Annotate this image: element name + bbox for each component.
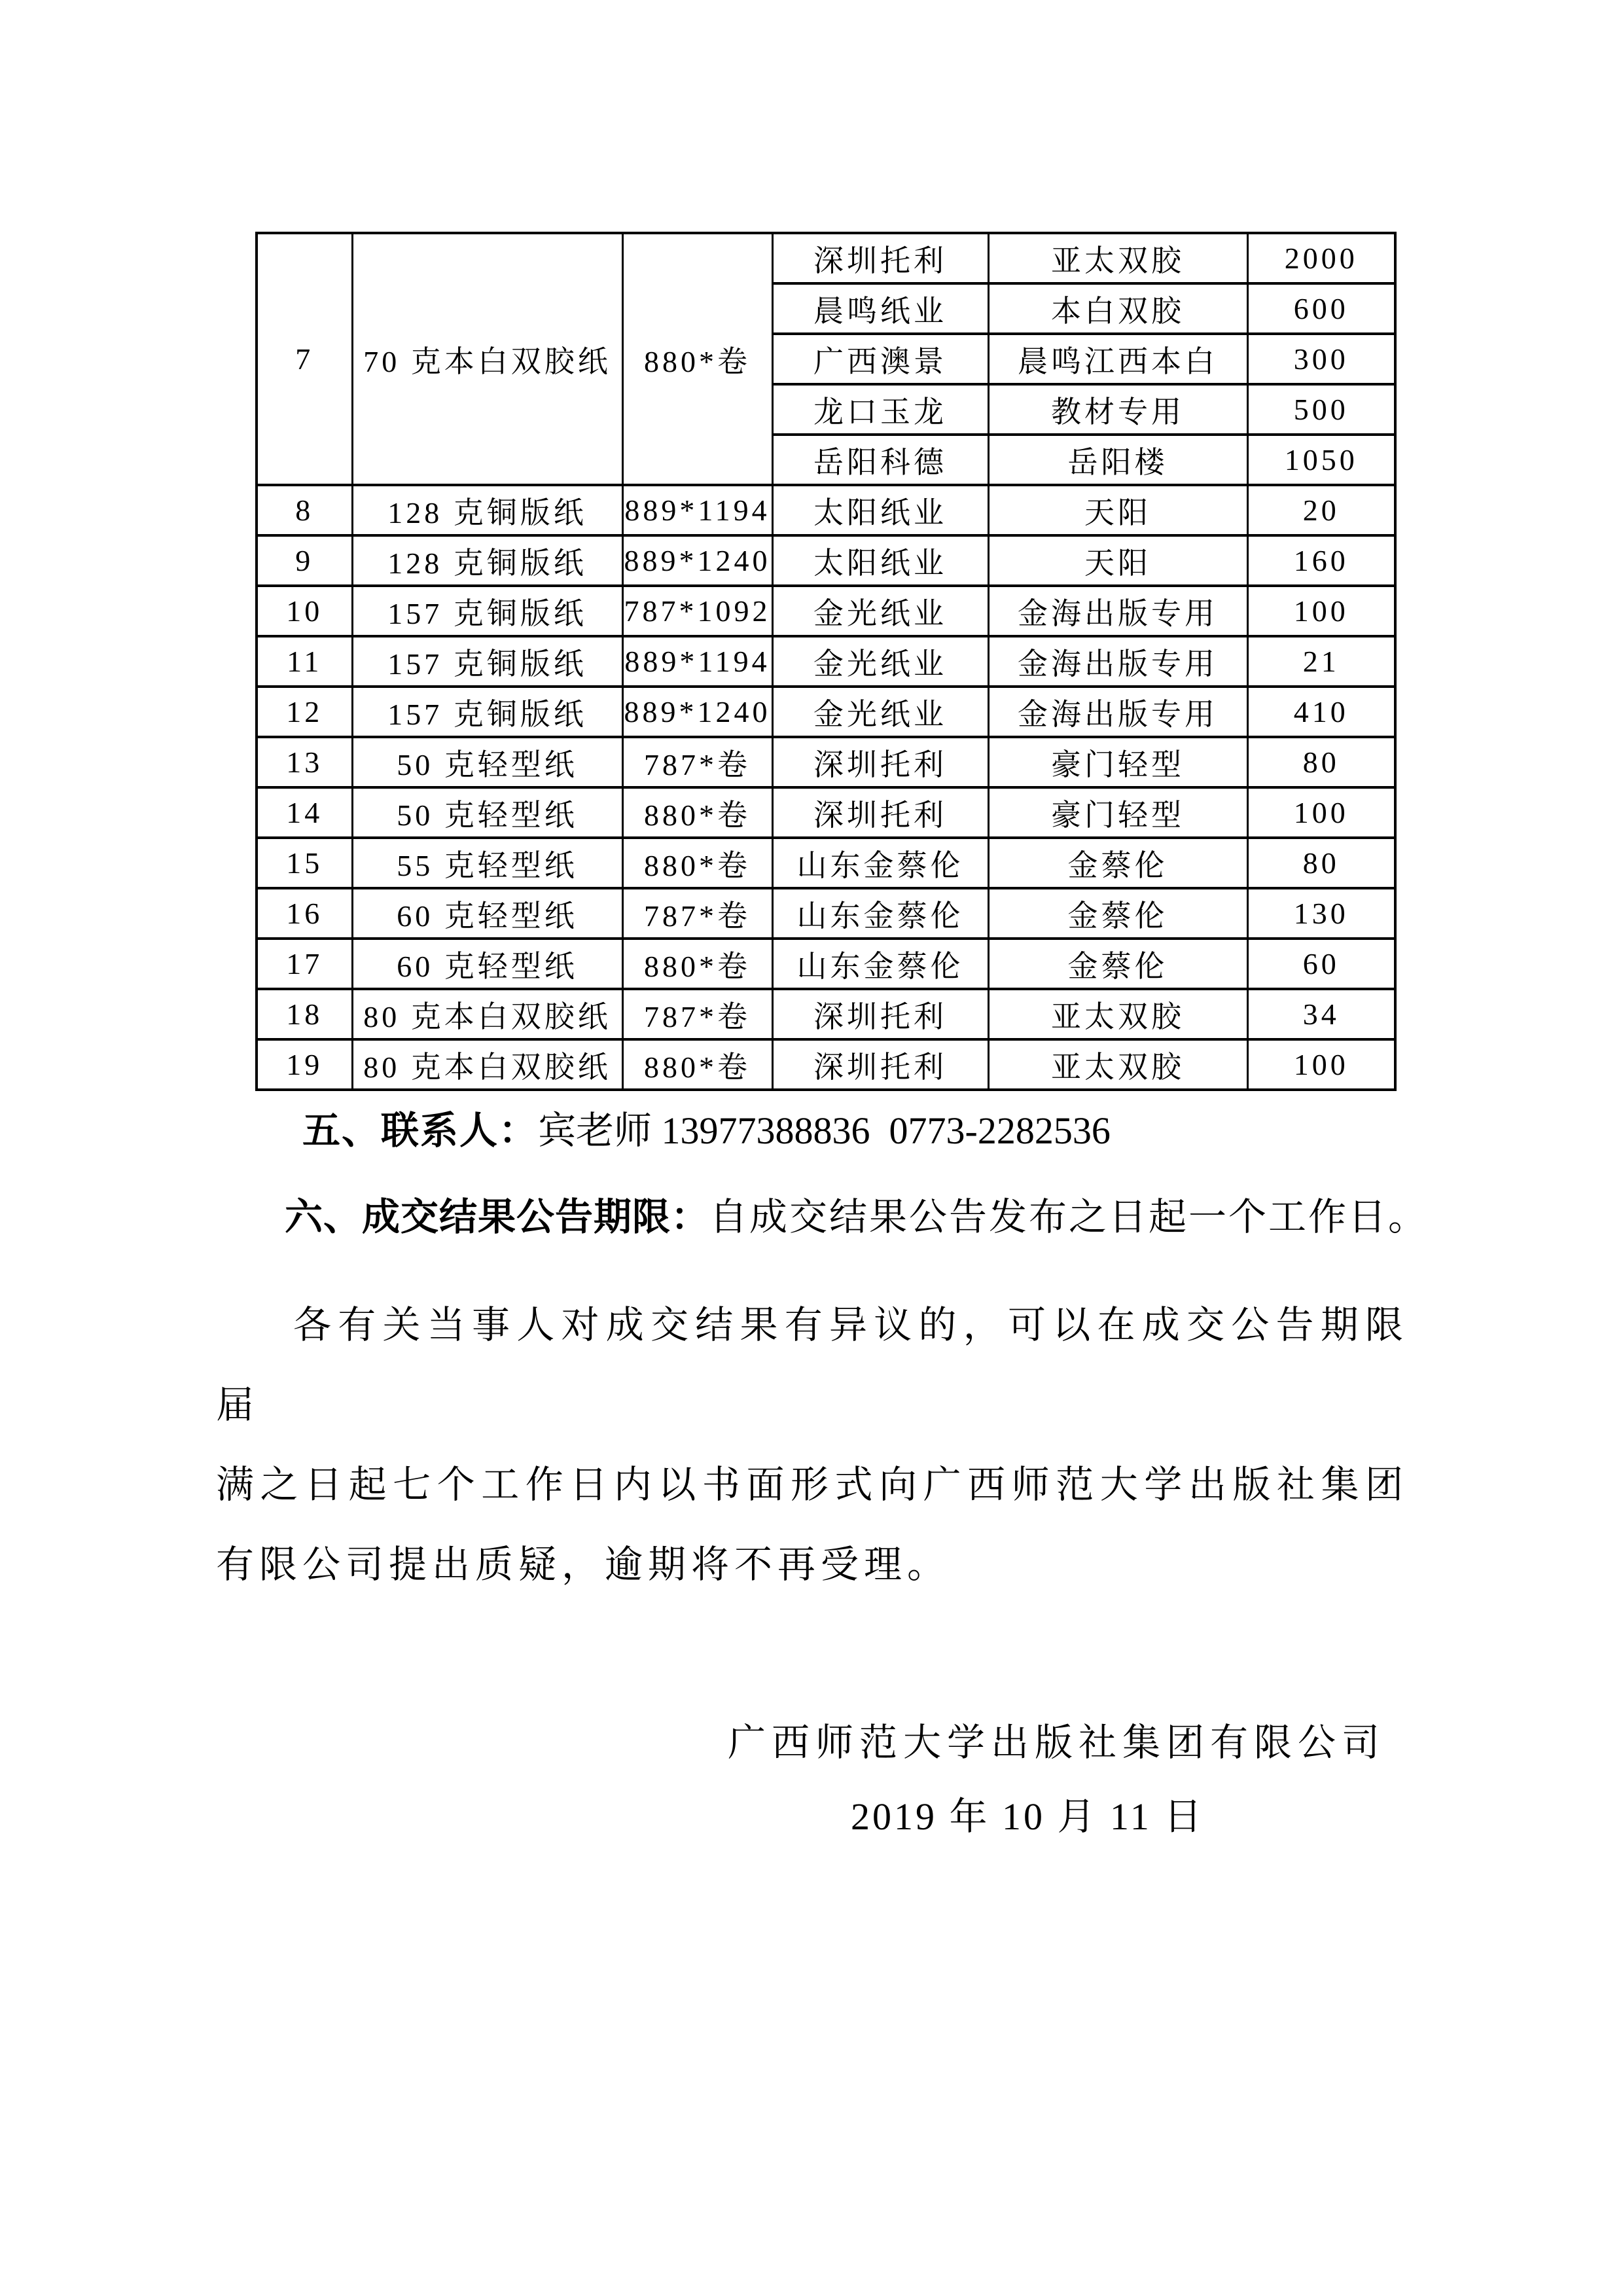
table-cell: 太阳纸业 xyxy=(772,485,988,535)
table-row xyxy=(257,535,1395,586)
table-cell: 14 xyxy=(257,787,352,838)
table-cell: 7 xyxy=(257,233,352,485)
table-cell: 晨鸣江西本白 xyxy=(988,334,1247,384)
table-cell: 深圳托利 xyxy=(772,989,988,1039)
table-cell: 山东金蔡伦 xyxy=(772,939,988,989)
table-row xyxy=(257,687,1395,737)
table-cell: 亚太双胶 xyxy=(988,1039,1247,1090)
table-row xyxy=(257,1039,1395,1090)
table-cell: 金海出版专用 xyxy=(988,586,1247,636)
table-cell: 豪门轻型 xyxy=(988,787,1247,838)
table-cell: 100 xyxy=(1247,787,1395,838)
table-cell: 157 克铜版纸 xyxy=(352,586,622,636)
contact-line xyxy=(302,1105,1454,1157)
table-cell: 9 xyxy=(257,535,352,586)
table-cell: 天阳 xyxy=(988,485,1247,535)
table-cell: 160 xyxy=(1247,535,1395,586)
table-cell: 20 xyxy=(1247,485,1395,535)
table-cell: 50 克轻型纸 xyxy=(352,737,622,787)
table-cell: 80 xyxy=(1247,737,1395,787)
table-cell: 1050 xyxy=(1247,435,1395,485)
table-cell: 金蔡伦 xyxy=(988,888,1247,939)
objection-paragraph xyxy=(216,1285,1408,1605)
table-cell: 80 克本白双胶纸 xyxy=(352,989,622,1039)
table-cell: 金光纸业 xyxy=(772,687,988,737)
table-row xyxy=(257,888,1395,939)
table-row xyxy=(257,485,1395,535)
deadline-line xyxy=(285,1188,1476,1247)
contact-label: 五、联系人： xyxy=(302,1109,539,1152)
table-cell: 889*1194 xyxy=(622,636,772,687)
table-cell: 天阳 xyxy=(988,535,1247,586)
table-cell: 19 xyxy=(257,1039,352,1090)
results-table-body xyxy=(257,233,1395,1090)
table-cell: 128 克铜版纸 xyxy=(352,535,622,586)
table-cell: 300 xyxy=(1247,334,1395,384)
deadline-label: 六、成交结果公告期限： xyxy=(285,1196,710,1238)
table-row xyxy=(257,989,1395,1039)
table-cell: 岳阳楼 xyxy=(988,435,1247,485)
table-cell: 18 xyxy=(257,989,352,1039)
table-cell: 100 xyxy=(1247,586,1395,636)
table-cell: 亚太双胶 xyxy=(988,233,1247,283)
table-cell: 岳阳科德 xyxy=(772,435,988,485)
table-row xyxy=(257,939,1395,989)
table-cell: 128 克铜版纸 xyxy=(352,485,622,535)
table-cell: 600 xyxy=(1247,283,1395,334)
table-cell: 787*卷 xyxy=(622,989,772,1039)
paragraph-line: 各有关当事人对成交结果有异议的，可以在成交公告期限届 xyxy=(216,1304,1408,1426)
table-cell: 889*1240 xyxy=(622,687,772,737)
table-cell: 787*1092 xyxy=(622,586,772,636)
table-cell: 80 xyxy=(1247,838,1395,888)
table-cell: 157 克铜版纸 xyxy=(352,636,622,687)
table-cell: 金光纸业 xyxy=(772,586,988,636)
table-row xyxy=(257,636,1395,687)
table-cell: 880*卷 xyxy=(622,939,772,989)
table-cell: 21 xyxy=(1247,636,1395,687)
table-cell: 金蔡伦 xyxy=(988,939,1247,989)
table-cell: 787*卷 xyxy=(622,737,772,787)
contact-value: 宾老师 13977388836 0773-2282536 xyxy=(538,1109,1111,1152)
deadline-value: 自成交结果公告发布之日起一个工作日。 xyxy=(709,1196,1429,1238)
table-row xyxy=(257,233,1395,283)
table-cell: 金海出版专用 xyxy=(988,687,1247,737)
table-cell: 60 xyxy=(1247,939,1395,989)
table-cell: 410 xyxy=(1247,687,1395,737)
table-cell: 龙口玉龙 xyxy=(772,384,988,435)
table-cell: 889*1240 xyxy=(622,535,772,586)
signature-company: 广西师范大学出版社集团有限公司 xyxy=(728,1721,1386,1764)
table-cell: 山东金蔡伦 xyxy=(772,888,988,939)
table-cell: 70 克本白双胶纸 xyxy=(352,233,622,485)
table-cell: 100 xyxy=(1247,1039,1395,1090)
table-cell: 16 xyxy=(257,888,352,939)
table-cell: 889*1194 xyxy=(622,485,772,535)
table-cell: 金海出版专用 xyxy=(988,636,1247,687)
table-cell: 880*卷 xyxy=(622,233,772,485)
table-cell: 10 xyxy=(257,586,352,636)
table-cell: 880*卷 xyxy=(622,1039,772,1090)
table-cell: 130 xyxy=(1247,888,1395,939)
table-cell: 60 克轻型纸 xyxy=(352,939,622,989)
table-cell: 深圳托利 xyxy=(772,737,988,787)
table-cell: 17 xyxy=(257,939,352,989)
table-cell: 8 xyxy=(257,485,352,535)
table-row xyxy=(257,838,1395,888)
table-cell: 80 克本白双胶纸 xyxy=(352,1039,622,1090)
table-cell: 本白双胶 xyxy=(988,283,1247,334)
table-cell: 11 xyxy=(257,636,352,687)
table-cell: 深圳托利 xyxy=(772,1039,988,1090)
table-cell: 55 克轻型纸 xyxy=(352,838,622,888)
table-cell: 金光纸业 xyxy=(772,636,988,687)
table-cell: 12 xyxy=(257,687,352,737)
signature-date: 2019 年 10 月 11 日 xyxy=(851,1795,1205,1838)
table-cell: 山东金蔡伦 xyxy=(772,838,988,888)
procurement-results-table xyxy=(255,232,1397,1091)
table-cell: 787*卷 xyxy=(622,888,772,939)
table-cell: 157 克铜版纸 xyxy=(352,687,622,737)
table-cell: 50 克轻型纸 xyxy=(352,787,622,838)
table-cell: 金蔡伦 xyxy=(988,838,1247,888)
table-cell: 500 xyxy=(1247,384,1395,435)
table-cell: 60 克轻型纸 xyxy=(352,888,622,939)
table-cell: 880*卷 xyxy=(622,838,772,888)
table-cell: 34 xyxy=(1247,989,1395,1039)
table-cell: 深圳托利 xyxy=(772,787,988,838)
table-cell: 晨鸣纸业 xyxy=(772,283,988,334)
table-row xyxy=(257,586,1395,636)
table-cell: 太阳纸业 xyxy=(772,535,988,586)
table-row xyxy=(257,787,1395,838)
table-cell: 广西澳景 xyxy=(772,334,988,384)
table-cell: 15 xyxy=(257,838,352,888)
paragraph-line: 满之日起七个工作日内以书面形式向广西师范大学出版社集团 xyxy=(216,1463,1408,1506)
table-cell: 深圳托利 xyxy=(772,233,988,283)
table-cell: 教材专用 xyxy=(988,384,1247,435)
paragraph-line: 有限公司提出质疑，逾期将不再受理。 xyxy=(216,1543,951,1586)
table-cell: 880*卷 xyxy=(622,787,772,838)
table-row xyxy=(257,737,1395,787)
table-cell: 2000 xyxy=(1247,233,1395,283)
table-cell: 亚太双胶 xyxy=(988,989,1247,1039)
table-cell: 13 xyxy=(257,737,352,787)
table-cell: 豪门轻型 xyxy=(988,737,1247,787)
